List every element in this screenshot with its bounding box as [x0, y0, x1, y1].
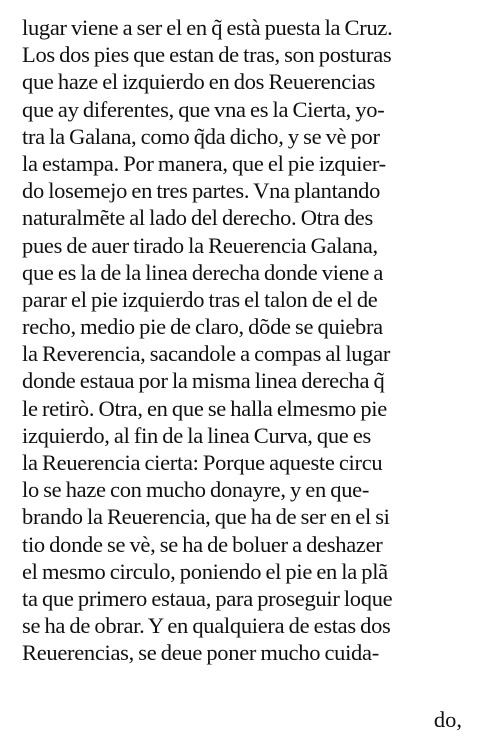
text-line: parar el pie izquierdo tras el talon de el de [22, 286, 378, 312]
text-line: lugar viene a ser el en q̃ està puesta la Cruz. [22, 15, 393, 40]
text-line: donde estaua por la misma linea derecha q̃ [22, 368, 385, 394]
text-line: ta que primero estaua, para proseguir loque [22, 585, 393, 611]
text-line: que haze el izquierdo en dos Reuerencias [22, 69, 376, 95]
text-line: brando la Reuerencia, que ha de ser en el si [22, 504, 390, 530]
text-line: la Reverencia, sacandole a compas al lugar [22, 341, 391, 367]
text-line: Reuerencias, se deue poner mucho cuida- [22, 640, 379, 666]
text-line: do losemejo en tres partes. Vna plantando [22, 178, 381, 204]
text-line: que ay diferentes, que vna es la Cierta, yo- [22, 96, 385, 122]
text-line: pues de auer tirado la Reuerencia Galana, [22, 232, 378, 258]
text-line: que es la de la linea derecha donde viene a [22, 259, 384, 285]
text-line: tra la Galana, como q̃da dicho, y se vè por [22, 123, 380, 149]
text-line: tio donde se vè, se ha de boluer a deshazer [22, 531, 383, 557]
text-line: izquierdo, al fin de la linea Curva, que es [22, 422, 371, 448]
catchword: do, [433, 707, 462, 732]
text-line: el mesmo circulo, poniendo el pie en la plã [22, 558, 388, 584]
text-line: lo se haze con mucho donayre, y en que- [22, 477, 370, 503]
body-text [22, 14, 462, 667]
text-line: Los dos pies que estan de tras, son posturas [22, 42, 392, 68]
text-line: la estampa. Por manera, que el pie izquier- [22, 150, 386, 176]
text-line: recho, medio pie de claro, dõde se quiebra [22, 314, 383, 340]
text-line: la Reuerencia cierta: Porque aqueste circu [22, 450, 383, 475]
text-line: le retirò. Otra, en que se halla elmesmo pie [22, 395, 387, 421]
text-line: se ha de obrar. Y en qualquiera de estas dos [22, 613, 391, 639]
text-line: naturalmẽte al lado del derecho. Otra des [22, 205, 373, 231]
